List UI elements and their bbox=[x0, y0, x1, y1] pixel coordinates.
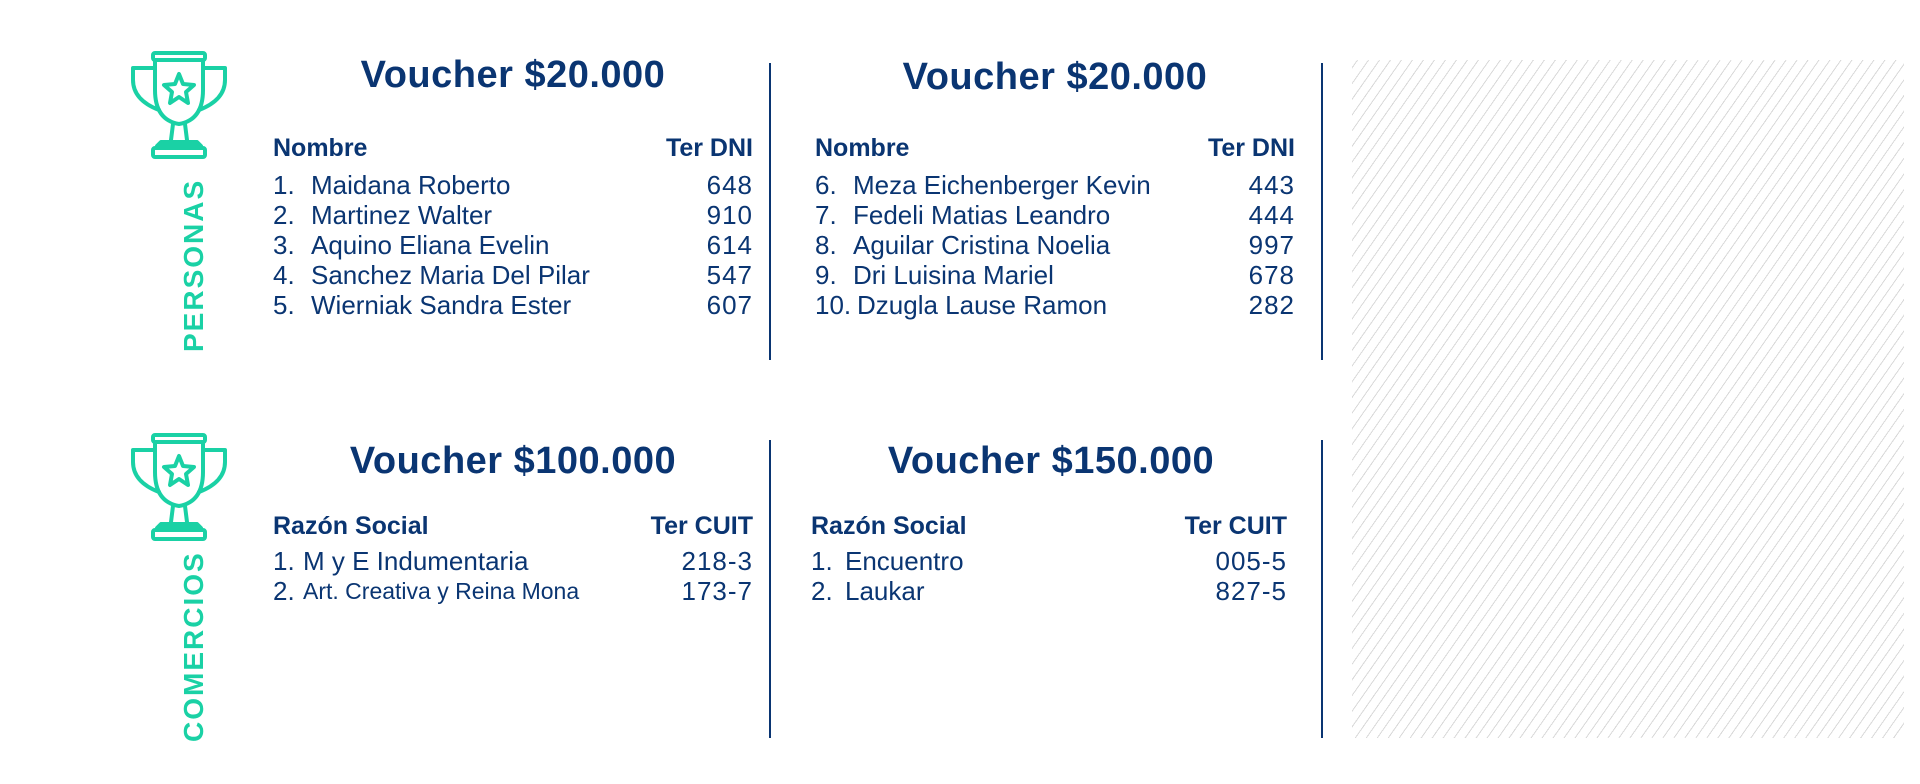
list-item bbox=[273, 546, 753, 576]
column-header-value: Ter CUIT bbox=[650, 512, 753, 540]
row-number: 4. bbox=[273, 260, 295, 290]
voucher-title: Voucher $100.000 bbox=[349, 440, 677, 482]
row-number: 2. bbox=[811, 576, 833, 606]
column-header-name: Razón Social bbox=[273, 512, 429, 540]
list-item bbox=[273, 200, 753, 230]
column-header-value: Ter CUIT bbox=[1184, 512, 1287, 540]
row-value: 648 bbox=[706, 170, 753, 200]
row-number: 7. bbox=[815, 200, 837, 230]
row-name: Fedeli Matias Leandro bbox=[853, 200, 1111, 230]
row-value: 005-5 bbox=[1215, 546, 1287, 576]
row-name: Dri Luisina Mariel bbox=[853, 260, 1054, 290]
voucher-title: Voucher $20.000 bbox=[902, 56, 1208, 98]
row-number: 1. bbox=[273, 546, 295, 576]
row-value: 614 bbox=[706, 230, 753, 260]
list-item bbox=[811, 576, 1291, 606]
hatched-placeholder bbox=[1352, 60, 1904, 738]
trophy-icon bbox=[125, 50, 233, 160]
row-number: 2. bbox=[273, 200, 295, 230]
row-value: 282 bbox=[1248, 290, 1295, 320]
comercios-label: COMERCIOS bbox=[178, 551, 209, 742]
voucher-title: Voucher $150.000 bbox=[887, 440, 1215, 482]
row-value: 443 bbox=[1248, 170, 1295, 200]
row-name: Meza Eichenberger Kevin bbox=[853, 170, 1151, 200]
row-name: Wierniak Sandra Ester bbox=[311, 290, 572, 320]
row-name: Dzugla Lause Ramon bbox=[857, 290, 1108, 320]
row-value: 444 bbox=[1248, 200, 1295, 230]
row-number: 3. bbox=[273, 230, 295, 260]
row-number: 1. bbox=[273, 170, 295, 200]
column-header-value: Ter DNI bbox=[1207, 134, 1295, 162]
row-name: Art. Creativa y Reina Mona bbox=[303, 578, 580, 604]
column-divider bbox=[1321, 63, 1323, 360]
row-name: Martinez Walter bbox=[311, 200, 493, 230]
list-item bbox=[273, 170, 753, 200]
row-value: 678 bbox=[1248, 260, 1295, 290]
column-header-name: Nombre bbox=[815, 134, 910, 162]
row-name: Sanchez Maria Del Pilar bbox=[311, 260, 590, 290]
row-name: M y E Indumentaria bbox=[303, 546, 529, 576]
row-number: 9. bbox=[815, 260, 837, 290]
row-number: 2. bbox=[273, 576, 295, 606]
row-number: 5. bbox=[273, 290, 295, 320]
comercios-voucher-panel-1 bbox=[273, 432, 753, 742]
column-divider bbox=[1321, 440, 1323, 738]
list-item bbox=[273, 230, 753, 260]
column-header-name: Razón Social bbox=[811, 512, 967, 540]
row-name: Maidana Roberto bbox=[311, 170, 511, 200]
row-value: 173-7 bbox=[681, 576, 753, 606]
row-name: Aquino Eliana Evelin bbox=[311, 230, 550, 260]
row-value: 997 bbox=[1248, 230, 1295, 260]
row-name: Aguilar Cristina Noelia bbox=[853, 230, 1111, 260]
column-divider bbox=[769, 63, 771, 360]
row-value: 827-5 bbox=[1215, 576, 1287, 606]
list-item bbox=[815, 260, 1295, 290]
comercios-voucher-panel-2 bbox=[811, 432, 1291, 742]
list-item bbox=[273, 576, 753, 606]
row-number: 1. bbox=[811, 546, 833, 576]
list-item bbox=[815, 200, 1295, 230]
column-divider bbox=[769, 440, 771, 738]
column-header-value: Ter DNI bbox=[665, 134, 753, 162]
row-value: 607 bbox=[706, 290, 753, 320]
personas-label: PERSONAS bbox=[178, 178, 209, 352]
row-number: 8. bbox=[815, 230, 837, 260]
row-value: 910 bbox=[706, 200, 753, 230]
list-item bbox=[815, 230, 1295, 260]
trophy-icon bbox=[125, 432, 233, 542]
row-name: Encuentro bbox=[845, 546, 964, 576]
personas-voucher-panel-2 bbox=[815, 50, 1295, 370]
row-name: Laukar bbox=[845, 576, 925, 606]
list-item bbox=[273, 290, 753, 320]
row-value: 547 bbox=[706, 260, 753, 290]
list-item bbox=[811, 546, 1291, 576]
voucher-title: Voucher $20.000 bbox=[360, 54, 666, 96]
row-number: 10. bbox=[815, 290, 852, 320]
list-item bbox=[815, 170, 1295, 200]
column-header-name: Nombre bbox=[273, 134, 368, 162]
list-item bbox=[273, 260, 753, 290]
row-value: 218-3 bbox=[681, 546, 753, 576]
row-number: 6. bbox=[815, 170, 837, 200]
list-item bbox=[815, 290, 1295, 320]
personas-voucher-panel-1 bbox=[273, 50, 753, 370]
